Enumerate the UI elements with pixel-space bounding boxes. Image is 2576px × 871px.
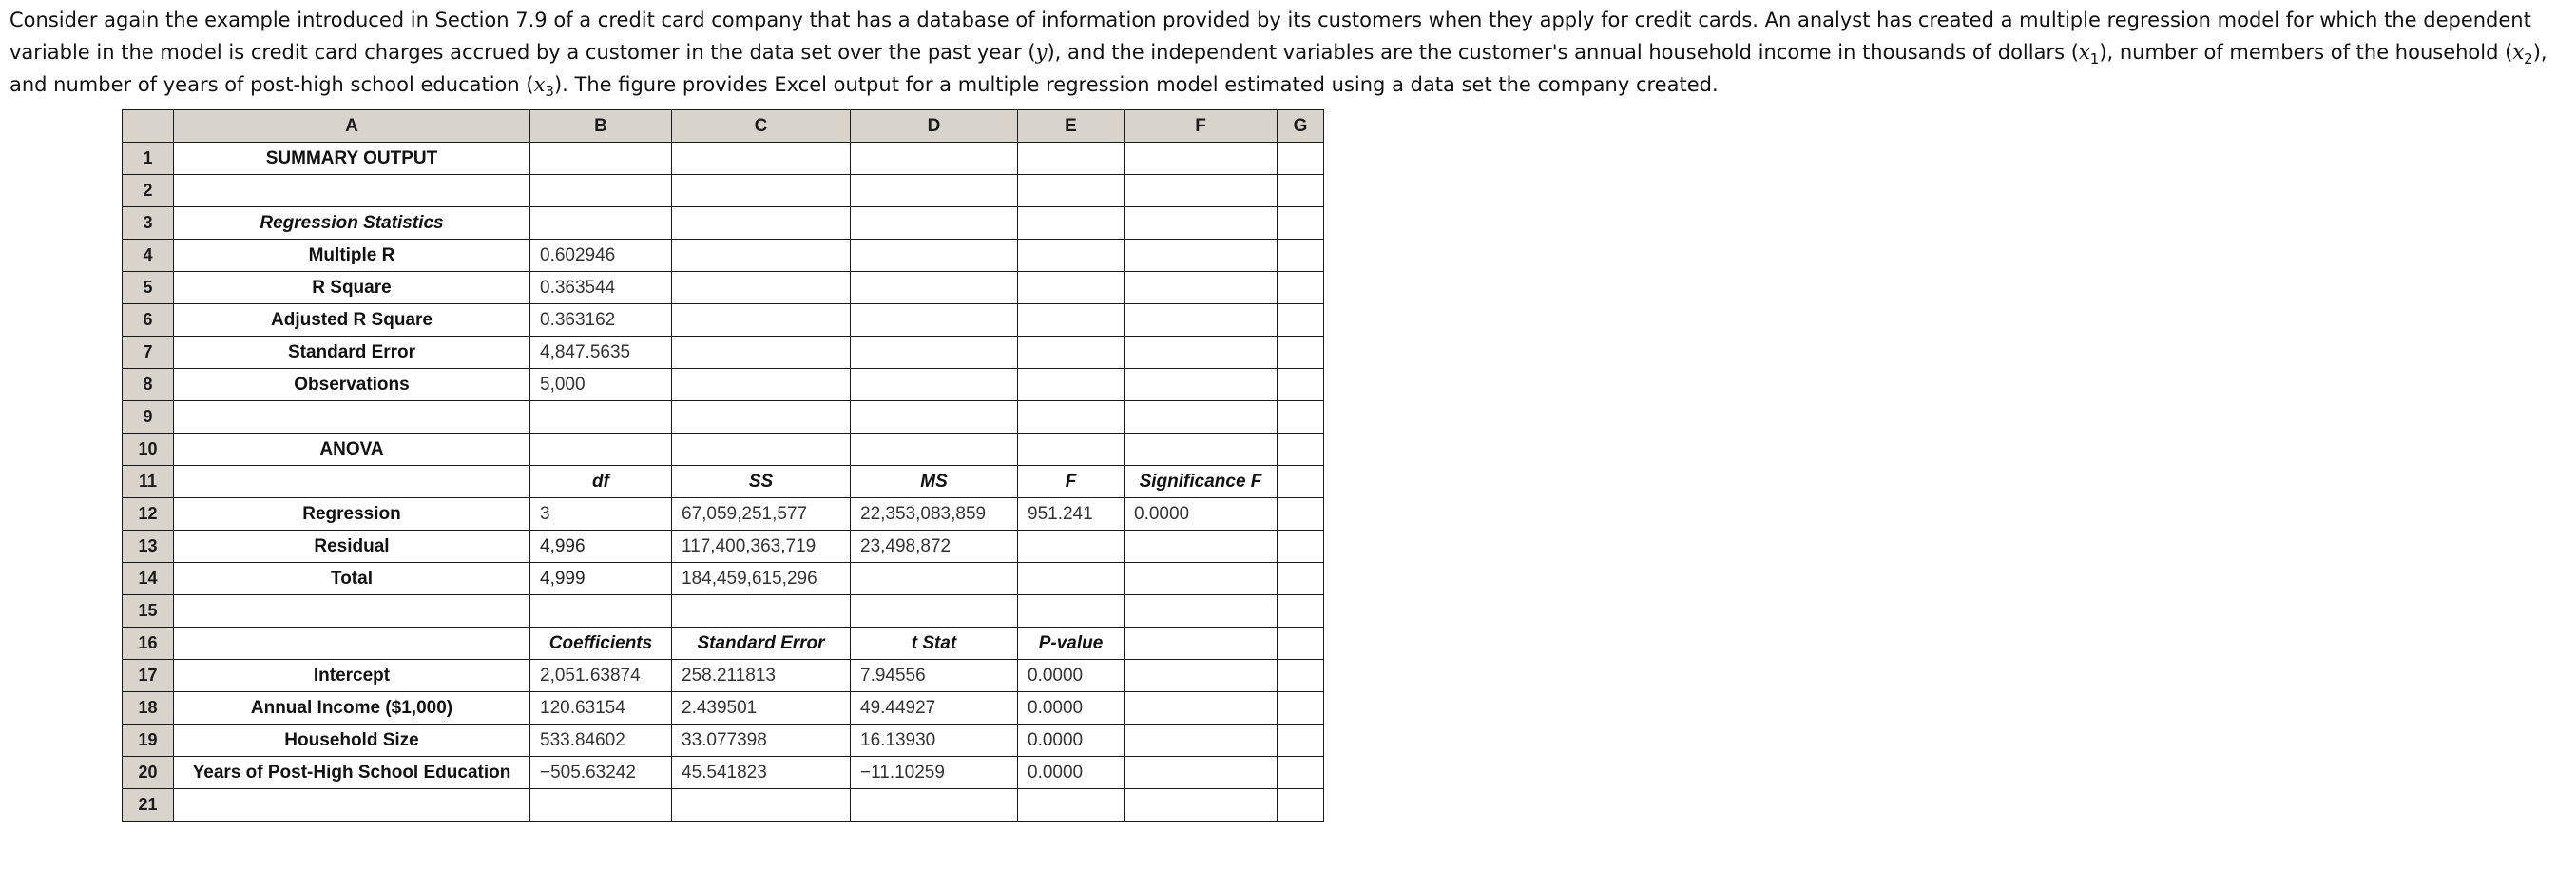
cell-b[interactable]: 4,847.5635	[530, 337, 672, 369]
cell-c[interactable]	[672, 272, 851, 304]
cell-a[interactable]: Residual	[174, 531, 530, 563]
row-header: 13	[123, 531, 174, 563]
var-x3-sub: 3	[545, 83, 554, 100]
intro-part: ), and number of years of post-high school education (	[10, 41, 2547, 96]
cell-d[interactable]: 22,353,083,859	[851, 498, 1018, 531]
cell-f[interactable]	[1125, 692, 1278, 725]
cell-f[interactable]	[1125, 595, 1278, 628]
sheet-row	[123, 595, 1324, 628]
cell-d[interactable]	[851, 207, 1018, 240]
column-header-b: B	[530, 110, 672, 143]
row-header: 15	[123, 595, 174, 628]
cell-c[interactable]	[672, 207, 851, 240]
cell-f[interactable]	[1125, 401, 1278, 434]
cell-a[interactable]: Annual Income ($1,000)	[174, 692, 530, 725]
cell-f[interactable]	[1125, 143, 1278, 175]
cell-c[interactable]	[672, 143, 851, 175]
cell-c[interactable]	[672, 401, 851, 434]
cell-g[interactable]	[1278, 401, 1324, 434]
excel-output-table	[122, 109, 1324, 822]
cell-a[interactable]: Multiple R	[174, 240, 530, 272]
row-header: 21	[123, 789, 174, 822]
cell-b[interactable]: 0.363162	[530, 304, 672, 337]
cell-c[interactable]: 2.439501	[672, 692, 851, 725]
cell-g[interactable]	[1278, 207, 1324, 240]
cell-b[interactable]: 4,999	[530, 563, 672, 595]
cell-e[interactable]	[1018, 369, 1125, 401]
row-header: 11	[123, 466, 174, 498]
cell-d[interactable]	[851, 175, 1018, 207]
cell-f[interactable]	[1125, 660, 1278, 692]
sheet-row	[123, 304, 1324, 337]
var-x2-sub: 2	[2524, 50, 2533, 68]
row-header: 1	[123, 143, 174, 175]
cell-b[interactable]: 2,051.63874	[530, 660, 672, 692]
cell-b[interactable]: 0.602946	[530, 240, 672, 272]
row-header: 16	[123, 628, 174, 660]
cell-e[interactable]: F	[1018, 466, 1125, 498]
row-header: 10	[123, 434, 174, 466]
row-header: 14	[123, 563, 174, 595]
cell-d[interactable]	[851, 369, 1018, 401]
sheet-row	[123, 692, 1324, 725]
cell-e[interactable]: 951.241	[1018, 498, 1125, 531]
cell-e[interactable]	[1018, 272, 1125, 304]
cell-g[interactable]	[1278, 692, 1324, 725]
sheet-row	[123, 466, 1324, 498]
cell-a[interactable]: SUMMARY OUTPUT	[174, 143, 530, 175]
cell-a[interactable]: Regression	[174, 498, 530, 531]
cell-f[interactable]	[1125, 434, 1278, 466]
column-header-e: E	[1018, 110, 1125, 143]
cell-b[interactable]	[530, 175, 672, 207]
sheet-row	[123, 401, 1324, 434]
cell-g[interactable]	[1278, 563, 1324, 595]
cell-a[interactable]	[174, 175, 530, 207]
sheet-row	[123, 789, 1324, 822]
cell-c[interactable]	[672, 337, 851, 369]
intro-part: ), number of members of the household (	[2099, 41, 2513, 64]
cell-e[interactable]: P-value	[1018, 628, 1125, 660]
cell-f[interactable]	[1125, 337, 1278, 369]
cell-c[interactable]	[672, 595, 851, 628]
sheet-row	[123, 434, 1324, 466]
column-header-c: C	[672, 110, 851, 143]
sheet-row	[123, 660, 1324, 692]
cell-b[interactable]: 5,000	[530, 369, 672, 401]
cell-b[interactable]	[530, 401, 672, 434]
cell-d[interactable]	[851, 240, 1018, 272]
sheet-row	[123, 175, 1324, 207]
intro-part: Consider again the example introduced in Section 7.9 of a credit card company that has a database of information provided by its customers when they apply for credit cards. An analyst has created a multiple regression model for which the dependent variable in the model is credit card charges accrued by a customer in the data set over the past year (	[10, 9, 2531, 64]
cell-b[interactable]: 120.63154	[530, 692, 672, 725]
row-header: 3	[123, 207, 174, 240]
cell-e[interactable]: 0.0000	[1018, 692, 1125, 725]
cell-d[interactable]	[851, 595, 1018, 628]
cell-d[interactable]	[851, 789, 1018, 822]
cell-a[interactable]	[174, 466, 530, 498]
cell-f[interactable]	[1125, 207, 1278, 240]
cell-f[interactable]	[1125, 369, 1278, 401]
sheet-row	[123, 240, 1324, 272]
sheet-row	[123, 498, 1324, 531]
sheet-row	[123, 725, 1324, 757]
var-x1: x	[2078, 41, 2090, 64]
cell-a[interactable]: Intercept	[174, 660, 530, 692]
sheet-row	[123, 563, 1324, 595]
column-header-g: G	[1278, 110, 1324, 143]
cell-d[interactable]	[851, 401, 1018, 434]
cell-b[interactable]: −505.63242	[530, 757, 672, 789]
cell-e[interactable]: 0.0000	[1018, 757, 1125, 789]
cell-b[interactable]: 533.84602	[530, 725, 672, 757]
cell-f[interactable]	[1125, 240, 1278, 272]
cell-d[interactable]	[851, 143, 1018, 175]
row-header: 9	[123, 401, 174, 434]
intro-part: ), and the independent variables are the customer's annual household income in thousands of dollars (	[1047, 41, 2079, 64]
cell-g[interactable]	[1278, 240, 1324, 272]
cell-g[interactable]	[1278, 725, 1324, 757]
cell-a[interactable]	[174, 789, 530, 822]
cell-c[interactable]: 258.211813	[672, 660, 851, 692]
cell-f[interactable]	[1125, 628, 1278, 660]
cell-d[interactable]	[851, 304, 1018, 337]
cell-e[interactable]	[1018, 789, 1125, 822]
cell-c[interactable]	[672, 434, 851, 466]
row-header: 20	[123, 757, 174, 789]
cell-d[interactable]: 7.94556	[851, 660, 1018, 692]
cell-b[interactable]: Coefficients	[530, 628, 672, 660]
cell-d[interactable]	[851, 434, 1018, 466]
cell-b[interactable]: 4,996	[530, 531, 672, 563]
row-header: 2	[123, 175, 174, 207]
cell-f[interactable]	[1125, 531, 1278, 563]
cell-a[interactable]	[174, 401, 530, 434]
cell-f[interactable]	[1125, 725, 1278, 757]
cell-a[interactable]: Standard Error	[174, 337, 530, 369]
sheet-row	[123, 531, 1324, 563]
cell-b[interactable]	[530, 789, 672, 822]
cell-f[interactable]	[1125, 304, 1278, 337]
row-header: 5	[123, 272, 174, 304]
sheet-row	[123, 337, 1324, 369]
row-header: 6	[123, 304, 174, 337]
cell-g[interactable]	[1278, 660, 1324, 692]
row-header: 7	[123, 337, 174, 369]
cell-e[interactable]	[1018, 563, 1125, 595]
cell-g[interactable]	[1278, 434, 1324, 466]
sheet-row	[123, 207, 1324, 240]
cell-c[interactable]: Standard Error	[672, 628, 851, 660]
cell-a[interactable]: Years of Post-High School Education	[174, 757, 530, 789]
sheet-row	[123, 143, 1324, 175]
cell-b[interactable]	[530, 595, 672, 628]
cell-e[interactable]	[1018, 207, 1125, 240]
cell-g[interactable]	[1278, 628, 1324, 660]
cell-e[interactable]	[1018, 531, 1125, 563]
cell-e[interactable]	[1018, 304, 1125, 337]
cell-a[interactable]: Observations	[174, 369, 530, 401]
sheet-row	[123, 369, 1324, 401]
sheet-row	[123, 628, 1324, 660]
row-header: 17	[123, 660, 174, 692]
cell-b[interactable]	[530, 143, 672, 175]
cell-a[interactable]: Total	[174, 563, 530, 595]
cell-a[interactable]: Household Size	[174, 725, 530, 757]
cell-f[interactable]	[1125, 757, 1278, 789]
cell-e[interactable]	[1018, 143, 1125, 175]
intro-part: ). The figure provides Excel output for a multiple regression model estimated using a data set the company created.	[553, 73, 1719, 96]
row-header: 8	[123, 369, 174, 401]
cell-g[interactable]	[1278, 337, 1324, 369]
cell-d[interactable]	[851, 337, 1018, 369]
row-header: 4	[123, 240, 174, 272]
cell-c[interactable]: 45.541823	[672, 757, 851, 789]
cell-g[interactable]	[1278, 789, 1324, 822]
cell-d[interactable]: 16.13930	[851, 725, 1018, 757]
cell-g[interactable]	[1278, 272, 1324, 304]
cell-e[interactable]	[1018, 595, 1125, 628]
cell-g[interactable]	[1278, 369, 1324, 401]
cell-e[interactable]: 0.0000	[1018, 660, 1125, 692]
cell-c[interactable]: 33.077398	[672, 725, 851, 757]
cell-g[interactable]	[1278, 304, 1324, 337]
row-header: 19	[123, 725, 174, 757]
cell-f[interactable]	[1125, 789, 1278, 822]
cell-g[interactable]	[1278, 175, 1324, 207]
cell-a[interactable]: Regression Statistics	[174, 207, 530, 240]
cell-d[interactable]	[851, 272, 1018, 304]
cell-c[interactable]: 184,459,615,296	[672, 563, 851, 595]
cell-g[interactable]	[1278, 498, 1324, 531]
sheet-row	[123, 272, 1324, 304]
cell-g[interactable]	[1278, 757, 1324, 789]
row-header: 12	[123, 498, 174, 531]
cell-g[interactable]	[1278, 595, 1324, 628]
cell-c[interactable]	[672, 369, 851, 401]
cell-d[interactable]: t Stat	[851, 628, 1018, 660]
cell-b[interactable]: 0.363544	[530, 272, 672, 304]
cell-c[interactable]	[672, 240, 851, 272]
cell-d[interactable]: MS	[851, 466, 1018, 498]
cell-d[interactable]: 23,498,872	[851, 531, 1018, 563]
cell-c[interactable]	[672, 304, 851, 337]
var-x2: x	[2512, 41, 2525, 64]
cell-c[interactable]	[672, 789, 851, 822]
var-x3: x	[533, 73, 546, 96]
cell-a[interactable]: R Square	[174, 272, 530, 304]
column-header-f: F	[1125, 110, 1278, 143]
cell-b[interactable]	[530, 434, 672, 466]
cell-a[interactable]: Adjusted R Square	[174, 304, 530, 337]
cell-e[interactable]	[1018, 175, 1125, 207]
cell-f[interactable]	[1125, 175, 1278, 207]
cell-d[interactable]	[851, 563, 1018, 595]
column-header-a: A	[174, 110, 530, 143]
cell-b[interactable]	[530, 207, 672, 240]
var-y: y	[1035, 41, 1048, 64]
cell-e[interactable]	[1018, 401, 1125, 434]
cell-f[interactable]	[1125, 563, 1278, 595]
var-x1-sub: 1	[2089, 50, 2100, 68]
cell-d[interactable]: 49.44927	[851, 692, 1018, 725]
cell-c[interactable]: 117,400,363,719	[672, 531, 851, 563]
cell-c[interactable]	[672, 175, 851, 207]
cell-d[interactable]: −11.10259	[851, 757, 1018, 789]
cell-f[interactable]	[1125, 272, 1278, 304]
cell-a[interactable]	[174, 595, 530, 628]
cell-f[interactable]: 0.0000	[1125, 498, 1278, 531]
cell-e[interactable]	[1018, 240, 1125, 272]
row-header: 18	[123, 692, 174, 725]
cell-e[interactable]	[1018, 434, 1125, 466]
cell-e[interactable]: 0.0000	[1018, 725, 1125, 757]
cell-g[interactable]	[1278, 531, 1324, 563]
corner-cell	[123, 110, 174, 143]
cell-e[interactable]	[1018, 337, 1125, 369]
cell-g[interactable]	[1278, 466, 1324, 498]
cell-f[interactable]: Significance F	[1125, 466, 1278, 498]
cell-c[interactable]: SS	[672, 466, 851, 498]
cell-g[interactable]	[1278, 143, 1324, 175]
cell-c[interactable]: 67,059,251,577	[672, 498, 851, 531]
cell-b[interactable]: df	[530, 466, 672, 498]
column-header-d: D	[851, 110, 1018, 143]
question-text	[10, 4, 2571, 101]
sheet-row	[123, 757, 1324, 789]
cell-a[interactable]: ANOVA	[174, 434, 530, 466]
cell-a[interactable]	[174, 628, 530, 660]
cell-b[interactable]: 3	[530, 498, 672, 531]
